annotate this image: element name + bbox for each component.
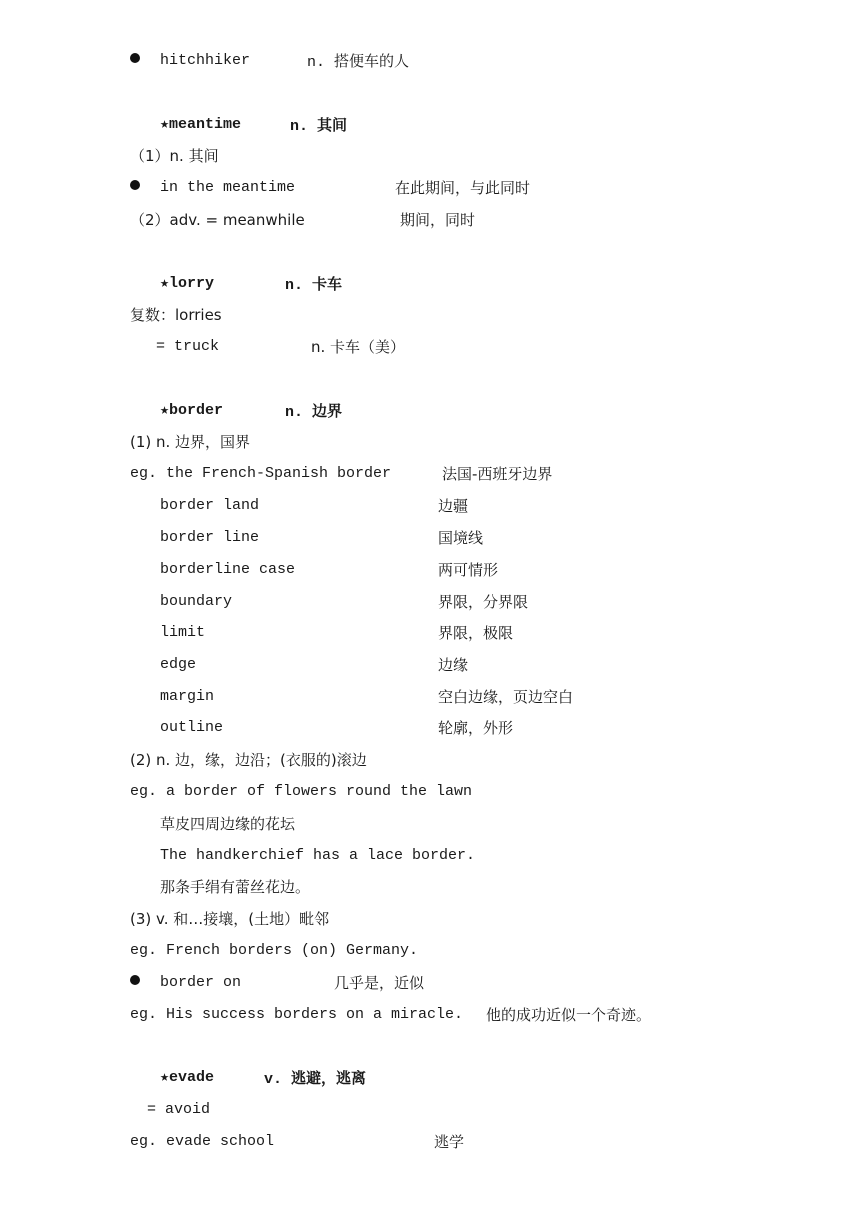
related-meaning: 界限，极限 (438, 624, 514, 642)
example-meaning: 逃学 (434, 1133, 465, 1151)
example-meaning: 法国-西班牙边界 (442, 465, 553, 483)
entry-meaning: n. 搭便车的人 (307, 52, 410, 71)
list-item: in the meantime (130, 179, 295, 197)
sense-1: （1）n. 其间 (130, 147, 219, 165)
example-meaning: 他的成功近似一个奇迹。 (486, 1006, 652, 1024)
headword-border: ★border (160, 402, 224, 419)
related-meaning: 边缘 (438, 656, 469, 674)
related-term: limit (160, 624, 206, 641)
headword-evade: ★evade (160, 1069, 215, 1086)
sense-2: (2) n. 边，缘，边沿；(衣服的)滚边 (130, 751, 367, 769)
headword-meantime: ★meantime (160, 116, 242, 133)
example: eg. French borders (on) Germany. (130, 942, 419, 959)
headword-gloss: n. 卡车 (285, 275, 343, 294)
example: eg. the French-Spanish border (130, 465, 392, 482)
headword-gloss: n. 其间 (290, 116, 348, 135)
related-term: border line (160, 529, 260, 546)
related-term: borderline case (160, 561, 296, 578)
sense-3: (3) v. 和…接壤，(土地）毗邻 (130, 910, 330, 928)
related-meaning: 界限，分界限 (438, 593, 529, 611)
related-term: edge (160, 656, 197, 673)
plural: 复数：lorries (130, 306, 222, 324)
list-item (130, 52, 250, 70)
related-term: boundary (160, 593, 233, 610)
related-term: border land (160, 497, 260, 514)
headword-gloss: v. 逃避，逃离 (264, 1069, 367, 1088)
phrase-meaning: 几乎是，近似 (334, 974, 425, 992)
related-meaning: 国境线 (438, 529, 484, 547)
example: eg. evade school (130, 1133, 275, 1150)
list-item: border on (130, 974, 241, 992)
related-meaning: 轮廓，外形 (438, 719, 514, 737)
term: hitchhiker (160, 52, 251, 69)
bullet-icon (130, 180, 140, 190)
example: The handkerchief has a lace border. (160, 847, 476, 864)
sense-2: （2）adv. = meanwhile (130, 211, 305, 229)
example-translation: 那条手绢有蕾丝花边。 (160, 878, 311, 896)
sense-1: (1) n. 边界，国界 (130, 433, 251, 451)
phrase-meaning: 在此期间，与此同时 (395, 179, 531, 197)
bullet-icon (130, 53, 140, 63)
related-meaning: 边疆 (438, 497, 469, 515)
example: eg. His success borders on a miracle. (130, 1006, 464, 1023)
headword-lorry: ★lorry (160, 275, 215, 292)
related-term: outline (160, 719, 224, 736)
synonym-meaning: n. 卡车（美） (311, 338, 406, 356)
example: eg. a border of flowers round the lawn (130, 783, 473, 800)
synonym: = truck (156, 338, 220, 355)
synonym: = avoid (147, 1101, 211, 1118)
related-term: margin (160, 688, 215, 705)
sense-2-meaning: 期间，同时 (400, 211, 476, 229)
headword-gloss: n. 边界 (285, 402, 343, 421)
example-translation: 草皮四周边缘的花坛 (160, 815, 296, 833)
bullet-icon (130, 975, 140, 985)
related-meaning: 两可情形 (438, 561, 499, 579)
related-meaning: 空白边缘，页边空白 (438, 688, 574, 706)
